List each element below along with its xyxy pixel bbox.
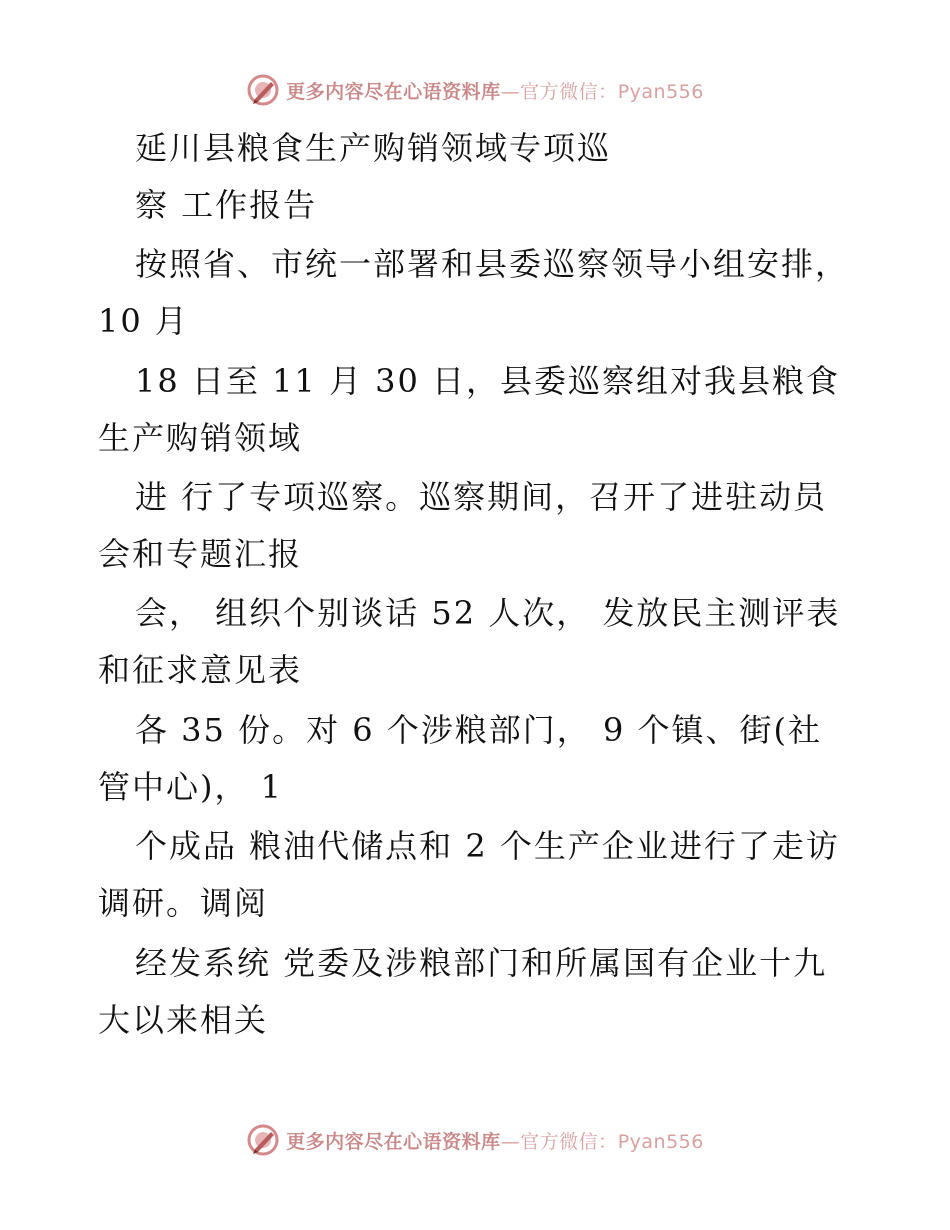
doc-paragraph-line: 经发系统 党委及涉粮部门和所属国有企业十九 — [135, 944, 828, 982]
doc-title-line-1: 延川县粮食生产购销领域专项巡 — [135, 129, 612, 167]
doc-paragraph-line: 会和专题汇报 — [98, 535, 303, 573]
doc-paragraph-line: 各 35 份。对 6 个涉粮部门， 9 个镇、街(社 — [135, 711, 822, 749]
watermark-site: 更多内容尽在心语资料库 — [286, 80, 501, 103]
watermark-official: 官方微信： — [520, 1130, 618, 1153]
watermark-banner-bottom — [0, 1120, 950, 1160]
doc-title-line-2: 察 工作报告 — [135, 186, 318, 224]
doc-paragraph-line: 调研。调阅 — [98, 884, 269, 922]
watermark-wechat-id: Pyan556 — [617, 80, 704, 103]
doc-paragraph-line: 18 日至 11 月 30 日，县委巡察组对我县粮食 — [135, 362, 841, 400]
pen-seal-logo-icon — [246, 73, 280, 107]
watermark-wechat-id: Pyan556 — [617, 1130, 704, 1153]
watermark-dash: — — [500, 80, 521, 103]
pen-seal-logo-icon — [246, 1123, 280, 1157]
doc-paragraph-line: 10 月 — [98, 302, 189, 340]
doc-paragraph-line: 按照省、市统一部署和县委巡察领导小组安排， — [135, 245, 850, 283]
doc-paragraph-line: 和征求意见表 — [98, 651, 303, 689]
watermark-site: 更多内容尽在心语资料库 — [286, 1130, 501, 1153]
watermark-text — [286, 1127, 704, 1154]
watermark-text — [286, 77, 704, 104]
watermark-dash: — — [500, 1130, 521, 1153]
watermark-official: 官方微信： — [520, 80, 618, 103]
watermark-banner-top — [0, 70, 950, 110]
doc-paragraph-line: 生产购销领域 — [98, 419, 303, 457]
doc-paragraph-line: 个成品 粮油代储点和 2 个生产企业进行了走访 — [135, 827, 840, 865]
doc-paragraph-line: 管中心)， 1 — [98, 768, 284, 806]
doc-paragraph-line: 大以来相关 — [98, 1001, 269, 1039]
doc-paragraph-line: 会， 组织个别谈话 52 人次， 发放民主测评表 — [135, 594, 841, 632]
doc-paragraph-line: 进 行了专项巡察。巡察期间，召开了进驻动员 — [135, 478, 828, 516]
